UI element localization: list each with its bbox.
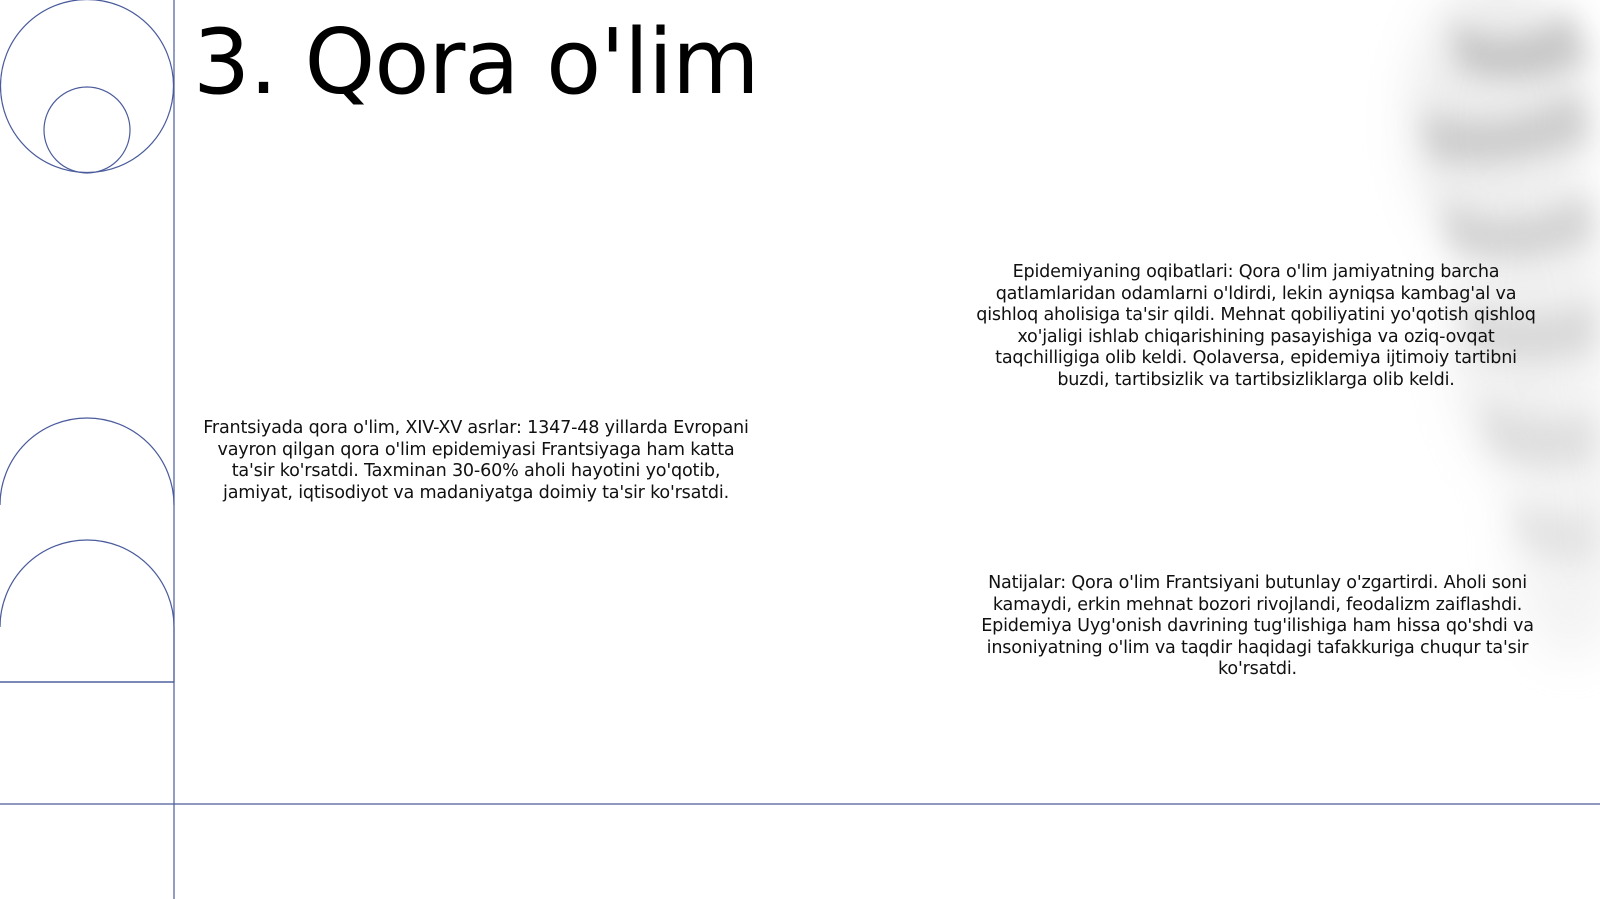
- small-circle-outline: [44, 87, 130, 173]
- slide-title: 3. Qora o'lim: [193, 10, 759, 115]
- large-circle-outline: [1, 0, 174, 173]
- upper-arch-outline: [0, 418, 174, 505]
- left-text-block: Frantsiyada qora o'lim, XIV-XV asrlar: 1347-48 yillarda Evropani vayron qilgan qora o'lim epidemiyasi Frantsiyaga ham katta ta'sir ko'rsatdi. Taxminan 30-60% aholi hayotini yo'qotib, jamiyat, iqtisodiyot va madaniyatga doimiy ta'sir ko'rsatdi.: [203, 418, 749, 503]
- right-bottom-text-block: Natijalar: Qora o'lim Frantsiyani butunlay o'zgartirdi. Aholi soni kamaydi, erkin mehnat bozori rivojlandi, feodalizm zaiflashdi. Epidemiya Uyg'onish davrining tug'ilishiga ham hissa qo'shdi va insoniyatning o'lim va taqdir haqidagi tafakkuriga chuqur ta'sir ko'rsatdi.: [981, 573, 1534, 680]
- right-top-text-block: Epidemiyaning oqibatlari: Qora o'lim jamiyatning barcha qatlamlaridan odamlarni o'ldirdi, lekin ayniqsa kambag'al va qishloq aholisiga ta'sir qildi. Mehnat qobiliyatini yo'qotish qishloq xo'jaligi ishlab chiqarishining pasayishiga va oziq-ovqat taqchilligiga olib keldi. Qolaversa, epidemiya ijtimoiy tartibni buzdi, tartibsizlik va tartibsizliklarga olib keldi.: [976, 262, 1536, 390]
- lower-arch-outline: [0, 540, 174, 682]
